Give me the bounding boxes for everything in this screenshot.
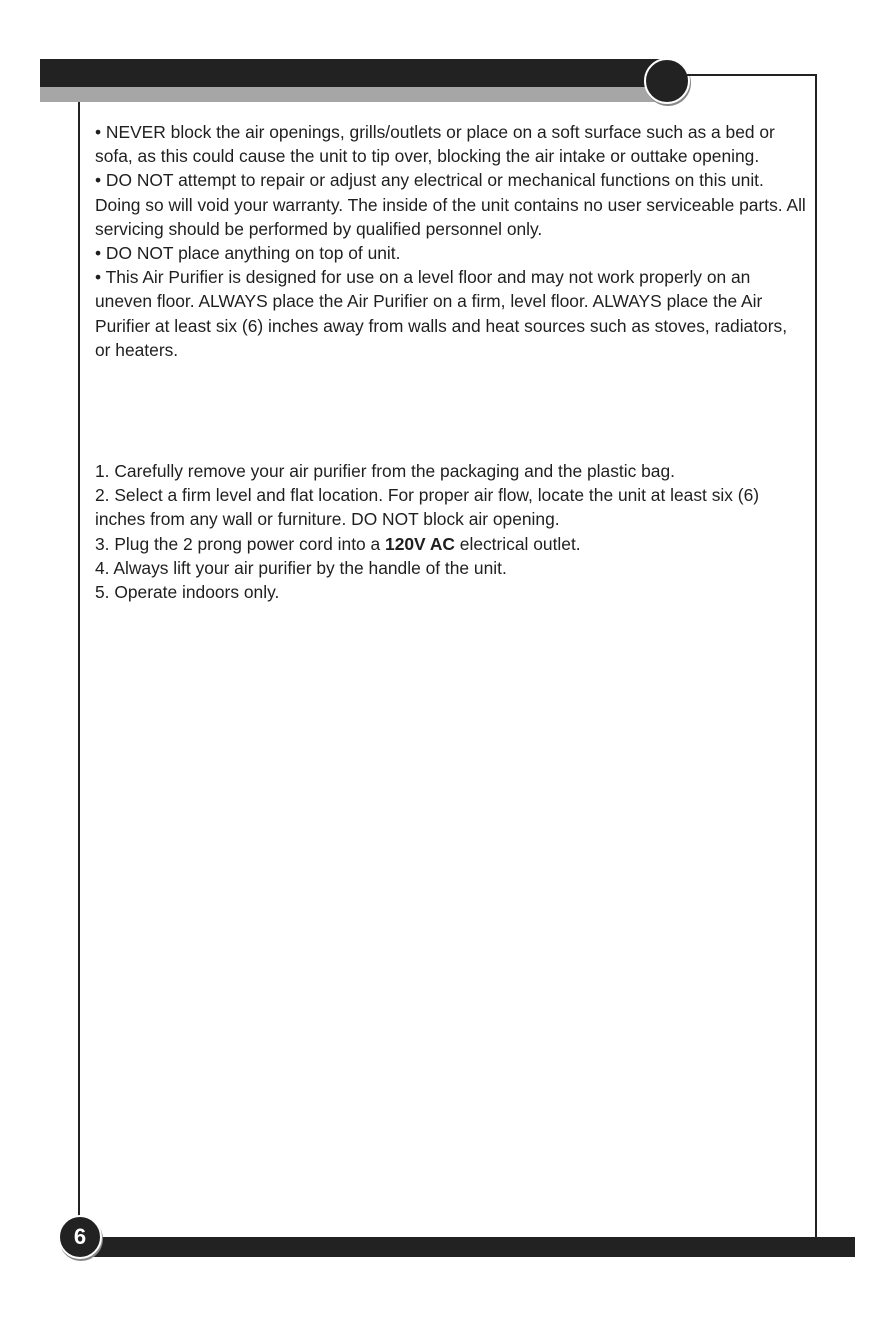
page-frame-right-line (815, 74, 817, 1237)
header-bar (40, 59, 668, 87)
header-bar-shadow (40, 87, 660, 102)
setup-steps (95, 459, 807, 604)
warning-item: • DO NOT attempt to repair or adjust any electrical or mechanical functions on this unit. Doing so will void your warranty. The inside of the unit contains no user serviceable parts. All servicing should be performed by qualified personnel only. (95, 170, 806, 239)
voltage-spec: 120V AC (385, 533, 455, 554)
step-item: 1. Carefully remove your air purifier from the packaging and the plastic bag. (95, 461, 675, 482)
safety-warnings (95, 120, 807, 362)
header-circle-tab (644, 58, 690, 104)
manual-content (95, 120, 807, 604)
warning-item: • NEVER block the air openings, grills/outlets or place on a soft surface such as a bed or sofa, as this could cause the unit to tip over, blocking the air intake or outtake opening. (95, 122, 775, 167)
step-item: 5. Operate indoors only. (95, 582, 280, 603)
footer-bar (86, 1237, 855, 1257)
step-text: 3. Plug the 2 prong power cord into a (95, 533, 386, 554)
step-item (95, 532, 807, 556)
page-number-badge: 6 (58, 1215, 102, 1259)
warning-item: • This Air Purifier is designed for use on a level floor and may not work properly on an uneven floor. ALWAYS place the Air Purifier on a firm, level floor. ALWAYS place the Air Purifier at least six (6) inches away from walls and heat sources such as stoves, radiators, or heaters. (95, 267, 788, 360)
step-item: 4. Always lift your air purifier by the handle of the unit. (95, 557, 507, 578)
step-item: 2. Select a firm level and flat location. For proper air flow, locate the unit at least six (6) inches from any wall or furniture. DO NOT block air opening. (95, 485, 760, 530)
warning-item: • DO NOT place anything on top of unit. (95, 243, 401, 264)
page-frame-left-line (78, 102, 80, 1220)
page-frame-top-line (687, 74, 817, 76)
step-text: electrical outlet. (454, 533, 581, 554)
